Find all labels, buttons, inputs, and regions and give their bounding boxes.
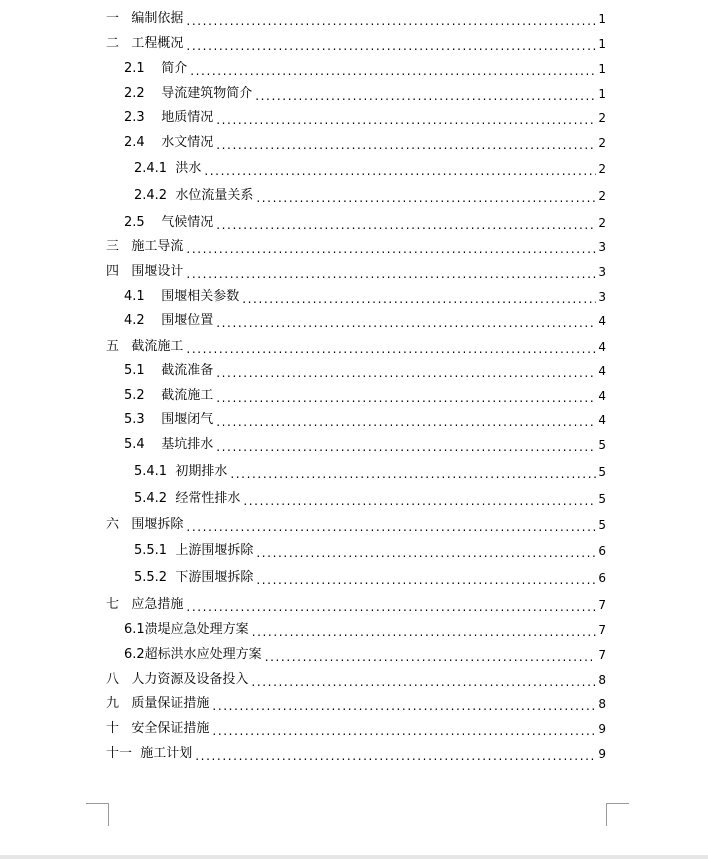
toc-entry[interactable] [124, 646, 606, 664]
toc-entry-title: 二 工程概况 [106, 36, 184, 51]
toc-entry-title: 5.5.2 下游围堰拆除 [134, 570, 254, 585]
toc-entry-title: 2.4 水文情况 [124, 135, 214, 150]
toc-leader-dots [256, 569, 596, 587]
toc-entry-title: 5.1 截流准备 [124, 363, 214, 378]
toc-leader-dots [265, 646, 597, 664]
toc-page-number: 1 [598, 62, 606, 76]
toc-page-number: 3 [598, 265, 606, 279]
toc-leader-dots [216, 214, 596, 232]
crop-mark-right [606, 803, 629, 826]
toc-leader-dots [242, 288, 596, 306]
toc-leader-dots [252, 621, 597, 639]
toc-entry[interactable] [106, 263, 606, 281]
toc-leader-dots [216, 411, 596, 429]
toc-entry[interactable] [124, 134, 606, 152]
toc-leader-dots [186, 516, 596, 534]
toc-entry[interactable] [124, 85, 606, 103]
toc-leader-dots [216, 387, 596, 405]
toc-entry[interactable] [124, 109, 606, 127]
toc-page-number: 5 [598, 518, 606, 532]
toc-leader-dots [251, 671, 596, 689]
toc-leader-dots [186, 35, 596, 53]
toc-entry-title: 四 围堰设计 [106, 264, 184, 279]
toc-entry[interactable] [124, 436, 606, 454]
toc-leader-dots [212, 720, 596, 738]
toc-page-number: 4 [598, 389, 606, 403]
toc-entry[interactable] [106, 238, 606, 256]
toc-leader-dots [216, 436, 596, 454]
toc-page-number: 8 [598, 673, 606, 687]
toc-leader-dots [255, 85, 596, 103]
toc-page-number: 4 [598, 314, 606, 328]
toc-entry-title: 4.2 围堰位置 [124, 313, 214, 328]
toc-leader-dots [256, 187, 596, 205]
toc-page-number: 3 [598, 290, 606, 304]
toc-leader-dots [186, 338, 596, 356]
toc-entry-title: 十一 施工计划 [106, 746, 193, 761]
toc-entry-title: 5.3 围堰闭气 [124, 412, 214, 427]
toc-page-number: 4 [598, 413, 606, 427]
toc-page-number: 1 [598, 87, 606, 101]
page-bottom-edge [0, 855, 708, 859]
toc-entry[interactable] [124, 621, 606, 639]
toc-page-number: 2 [598, 136, 606, 150]
toc-leader-dots [216, 362, 596, 380]
toc-page-number: 7 [598, 598, 606, 612]
toc-entry-title: 2.2 导流建筑物简介 [124, 86, 253, 101]
toc-entry-title: 2.5 气候情况 [124, 215, 214, 230]
toc-entry-title: 4.1 围堰相关参数 [124, 289, 240, 304]
toc-leader-dots [212, 695, 596, 713]
toc-leader-dots [256, 542, 596, 560]
toc-entry-title: 5.4 基坑排水 [124, 437, 214, 452]
toc-entry-title: 五 截流施工 [106, 339, 184, 354]
toc-entry-title: 6.2超标洪水应处理方案 [124, 647, 262, 662]
toc-entry[interactable] [106, 695, 606, 713]
toc-leader-dots [186, 238, 596, 256]
toc-entry[interactable] [134, 187, 606, 205]
toc-entry[interactable] [124, 288, 606, 306]
toc-entry-title: 5.5.1 上游围堰拆除 [134, 543, 254, 558]
toc-entry-title: 2.4.2 水位流量关系 [134, 188, 254, 203]
toc-entry-title: 5.2 截流施工 [124, 388, 214, 403]
toc-entry-title: 七 应急措施 [106, 597, 184, 612]
toc-page-number: 2 [598, 162, 606, 176]
toc-leader-dots [195, 745, 596, 763]
toc-entry[interactable] [106, 596, 606, 614]
toc-page-number: 5 [598, 492, 606, 506]
toc-page-number: 2 [598, 216, 606, 230]
toc-page-number: 3 [598, 240, 606, 254]
toc-entry-title: 九 质量保证措施 [106, 696, 210, 711]
toc-leader-dots [216, 312, 596, 330]
toc-entry[interactable] [106, 338, 606, 356]
toc-entry[interactable] [134, 542, 606, 560]
toc-leader-dots [216, 109, 596, 127]
toc-page-number: 8 [598, 697, 606, 711]
toc-entry[interactable] [134, 160, 606, 178]
toc-leader-dots [186, 263, 596, 281]
toc-page-number: 1 [598, 37, 606, 51]
toc-leader-dots [230, 463, 596, 481]
toc-page-number: 6 [598, 544, 606, 558]
toc-entry[interactable] [106, 745, 606, 763]
toc-entry[interactable] [106, 671, 606, 689]
toc-leader-dots [190, 60, 596, 78]
toc-entry[interactable] [106, 720, 606, 738]
toc-page-number: 2 [598, 111, 606, 125]
toc-entry[interactable] [124, 214, 606, 232]
toc-entry[interactable] [124, 387, 606, 405]
toc-entry[interactable] [124, 312, 606, 330]
toc-entry[interactable] [124, 411, 606, 429]
toc-page-number: 2 [598, 189, 606, 203]
toc-leader-dots [216, 134, 596, 152]
toc-entry[interactable] [106, 516, 606, 534]
toc-page-number: 7 [598, 623, 606, 637]
toc-entry[interactable] [106, 35, 606, 53]
toc-entry[interactable] [124, 60, 606, 78]
toc-page-number: 7 [598, 648, 606, 662]
toc-entry-title: 5.4.1 初期排水 [134, 464, 228, 479]
toc-entry[interactable] [134, 490, 606, 508]
toc-leader-dots [186, 10, 596, 28]
toc-page-number: 5 [598, 438, 606, 452]
toc-page-number: 5 [598, 465, 606, 479]
toc-entry[interactable] [124, 362, 606, 380]
toc-entry-title: 一 编制依据 [106, 11, 184, 26]
toc-page-number: 4 [598, 364, 606, 378]
toc-entry-title: 三 施工导流 [106, 239, 184, 254]
toc-page-number: 1 [598, 12, 606, 26]
toc-entry-title: 十 安全保证措施 [106, 721, 210, 736]
toc-page-number: 9 [598, 722, 606, 736]
toc-entry-title: 2.1 简介 [124, 61, 188, 76]
toc-entry[interactable] [134, 569, 606, 587]
crop-mark-left [86, 803, 109, 826]
toc-leader-dots [243, 490, 596, 508]
toc-page-number: 6 [598, 571, 606, 585]
toc-entry-title: 八 人力资源及设备投入 [106, 672, 249, 687]
toc-leader-dots [204, 160, 596, 178]
toc-entry-title: 2.3 地质情况 [124, 110, 214, 125]
toc-entry-title: 6.1溃堤应急处理方案 [124, 622, 249, 637]
toc-entry-title: 六 围堰拆除 [106, 517, 184, 532]
toc-entry-title: 5.4.2 经常性排水 [134, 491, 241, 506]
toc-entry[interactable] [134, 463, 606, 481]
toc-entry[interactable] [106, 10, 606, 28]
toc-entry-title: 2.4.1 洪水 [134, 161, 202, 176]
toc-page-number: 4 [598, 340, 606, 354]
toc-leader-dots [186, 596, 596, 614]
toc-page-number: 9 [598, 747, 606, 761]
